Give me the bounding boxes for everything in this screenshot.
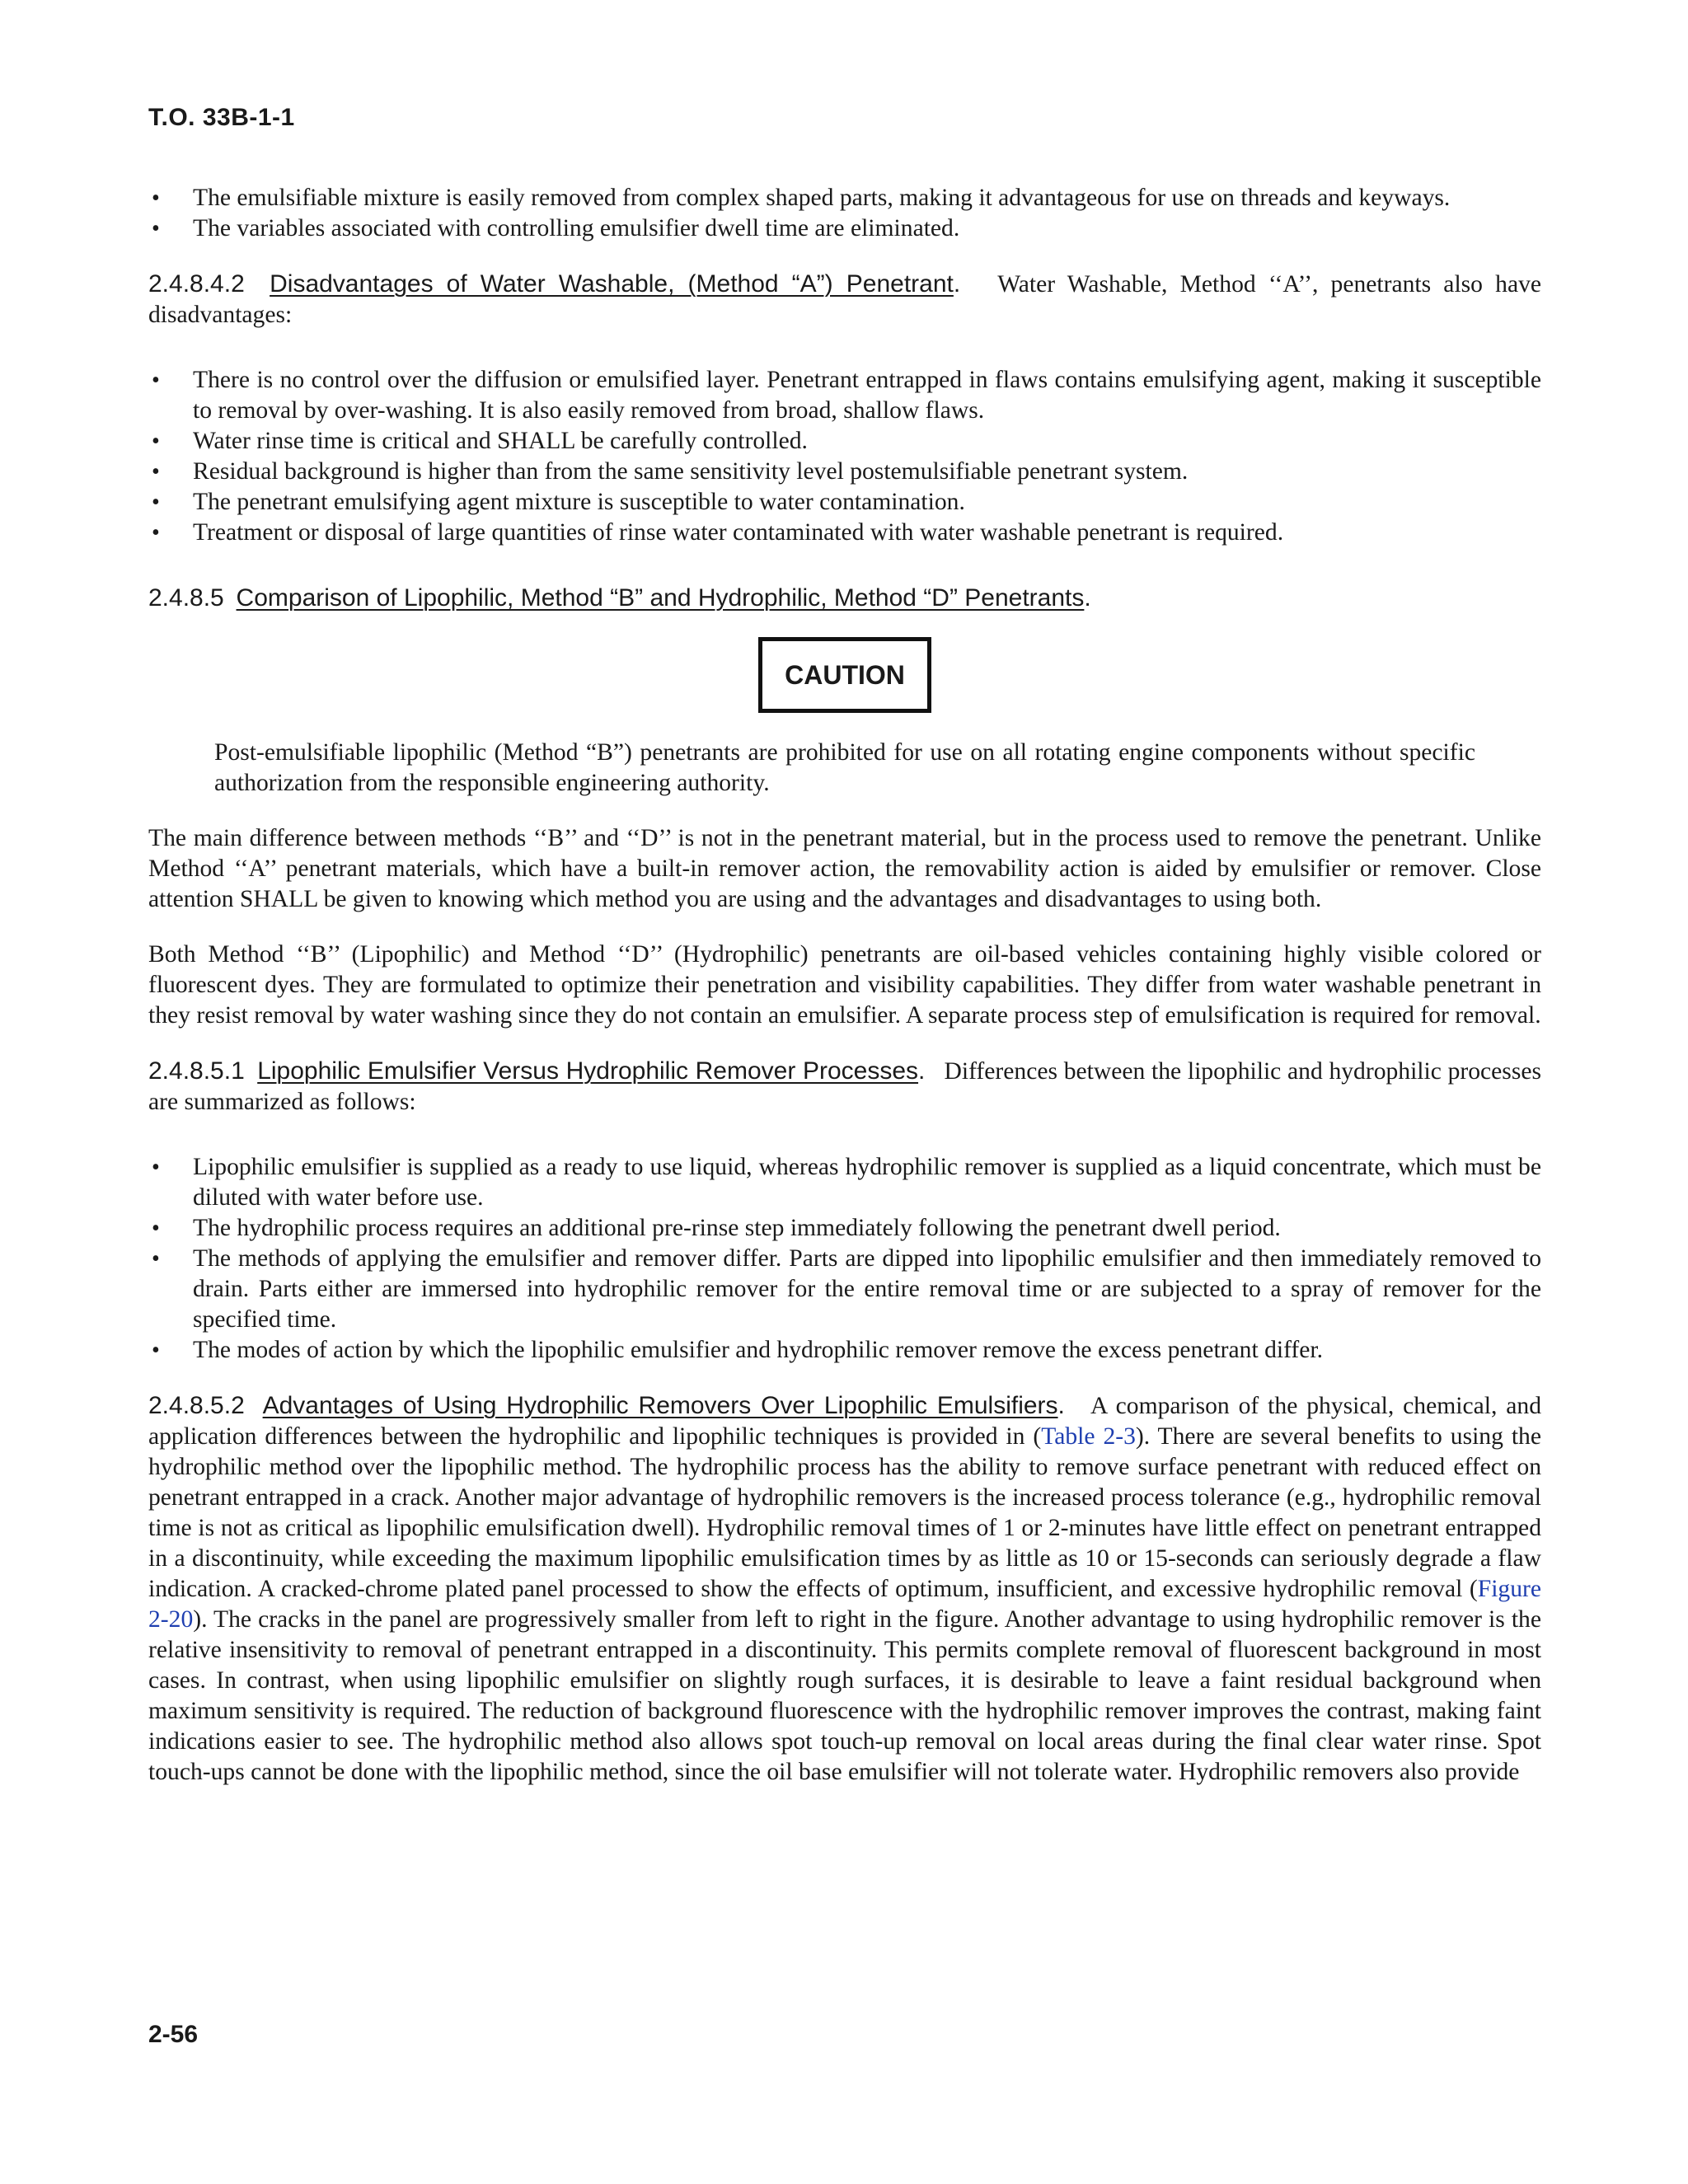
page-content bbox=[148, 183, 1541, 1788]
list-item: • Water rinse time is critical and SHALL be carefully controlled. bbox=[148, 426, 1541, 457]
list-item: • The methods of applying the emulsifier and remover differ. Parts are dipped into lipophilic emulsifier and then immediately removed to drain. Parts either are immersed into hydrophilic remover for the entire removal time or are subjected to a spray of remover for the specified time. bbox=[148, 1244, 1541, 1335]
section-number: 2.4.8.5 bbox=[148, 584, 224, 612]
section-2-4-8-5-2: 2.4.8.5.2 Advantages of Using Hydrophilic Removers Over Lipophilic Emulsifiers. A comparison of the physical, chemical, and application differences between the hydrophilic and lipophilic techniques is provided in (Table 2-3). There are several benefits to using the hydrophilic method over the lipophilic method. The hydrophilic process has the ability to remove surface penetrant with reduced effect on penetrant entrapped in a crack. Another major advantage of hydrophilic removers is the increased process tolerance (e.g., hydrophilic removal time is not as critical as lipophilic emulsification dwell). Hydrophilic removal times of 1 or 2-minutes have little effect on penetrant entrapped in a discontinuity, while exceeding the maximum lipophilic emulsification times by as little as 10 or 15-seconds can seriously degrade a flaw indication. A cracked-chrome plated panel processed to show the effects of optimum, insufficient, and excessive hydrophilic removal (Figure 2-20). The cracks in the panel are progressively smaller from left to right in the figure. Another advantage to using hydrophilic remover is the relative insensitivity to removal of penetrant entrapped in a discontinuity. This permits complete removal of fluorescent background in most cases. In contrast, when using lipophilic emulsifier on slightly rough surfaces, it is desirable to leave a faint residual background when maximum sensitivity is required. The reduction of background fluorescence with the hydrophilic remover improves the contrast, making faint indications easier to see. The hydrophilic method also allows spot touch-up removal on local areas during the final clear water rinse. Spot touch-ups cannot be done with the lipophilic method, since the oil base emulsifier will not tolerate water. Hydrophilic removers also provide bbox=[148, 1392, 1541, 1785]
section-text: ). There are several benefits to using the hydrophilic method over the lipophilic method. The hydrophilic process has the ability to remove surface penetrant with reduced effect on penetrant entrapped in a crack. Another major advantage of hydrophilic removers is the increased process tolerance (e.g., hydrophilic removal time is not as critical as lipophilic emulsification dwell). Hydrophilic removal times of 1 or 2-minutes have little effect on penetrant entrapped in a discontinuity, while exceeding the maximum lipophilic emulsification times by as little as 10 or 15-seconds can seriously degrade a flaw indication. A cracked-chrome plated panel processed to show the effects of optimum, insufficient, and excessive hydrophilic removal ( bbox=[148, 1423, 1541, 1602]
section-text: ). The cracks in the panel are progressively smaller from left to right in the figure. Another advantage to using hydrophilic remover is the relative insensitivity to removal of penetrant entrapped in a discontinuity. This permits complete removal of fluorescent background in most cases. In contrast, when using lipophilic emulsifier on slightly rough surfaces, it is desirable to leave a faint residual background when maximum sensitivity is required. The reduction of background fluorescence with the hydrophilic remover improves the contrast, making faint indications easier to see. The hydrophilic method also allows spot touch-up removal on local areas during the final clear water rinse. Spot touch-ups cannot be done with the lipophilic method, since the oil base emulsifier will not tolerate water. Hydrophilic removers also provide bbox=[148, 1606, 1541, 1785]
section-2-4-8-5-heading: 2.4.8.5 Comparison of Lipophilic, Method “B” and Hydrophilic, Method “D” Penetrants. bbox=[148, 584, 1091, 612]
caution-label: CAUTION bbox=[758, 637, 931, 713]
section-number: 2.4.8.4.2 bbox=[148, 270, 245, 298]
document-id: T.O. 33B-1-1 bbox=[148, 104, 295, 131]
list-item: • The modes of action by which the lipophilic emulsifier and hydrophilic remover remove the excess penetrant differ. bbox=[148, 1335, 1541, 1366]
list-item: • Residual background is higher than from the same sensitivity level postemulsifiable penetrant system. bbox=[148, 457, 1541, 487]
list-item: • There is no control over the diffusion or emulsified layer. Penetrant entrapped in flaws contains emulsifying agent, making it susceptible to removal by over-washing. It is also easily removed from broad, shallow flaws. bbox=[148, 365, 1541, 426]
section-2-4-8-5-1: 2.4.8.5.1 Lipophilic Emulsifier Versus Hydrophilic Remover Processes. Differences between the lipophilic and hydrophilic processes are summarized as follows: bbox=[148, 1057, 1541, 1115]
section-text: A comparison of the physical, chemical, and application differences between the hydrophilic and lipophilic techniques is provided in ( bbox=[148, 1393, 1541, 1450]
intro-bullet-list bbox=[148, 183, 1541, 244]
list-item: • Lipophilic emulsifier is supplied as a ready to use liquid, whereas hydrophilic remover is supplied as a liquid concentrate, which must be diluted with water before use. bbox=[148, 1152, 1541, 1213]
list-item: • Treatment or disposal of large quantities of rinse water contaminated with water washable penetrant is required. bbox=[148, 518, 1541, 548]
caution-container bbox=[148, 637, 1541, 713]
section-title: Comparison of Lipophilic, Method “B” and Hydrophilic, Method “D” Penetrants bbox=[236, 584, 1085, 612]
disadvantages-bullet-list bbox=[148, 365, 1541, 548]
list-item: • The emulsifiable mixture is easily removed from complex shaped parts, making it advantageous for use on threads and keyways. bbox=[148, 183, 1541, 213]
paragraph: The main difference between methods ‘‘B’’ and ‘‘D’’ is not in the penetrant material, but in the process used to remove the penetrant. Unlike Method ‘‘A’’ penetrant materials, which have a built-in remover action, the removability action is aided by emulsifier or remover. Close attention SHALL be given to knowing which method you are using and the advantages and disadvantages to using both. bbox=[148, 825, 1541, 912]
section-title: Advantages of Using Hydrophilic Removers Over Lipophilic Emulsifiers bbox=[262, 1392, 1058, 1419]
list-item: • The hydrophilic process requires an additional pre-rinse step immediately following the penetrant dwell period. bbox=[148, 1213, 1541, 1244]
document-page bbox=[148, 0, 1541, 2184]
table-2-3-link[interactable]: Table 2-3 bbox=[1041, 1423, 1136, 1450]
section-number: 2.4.8.5.1 bbox=[148, 1057, 245, 1085]
caution-text: Post-emulsifiable lipophilic (Method “B”) penetrants are prohibited for use on all rotating engine components without specific authorization from the responsible engineering authority. bbox=[214, 739, 1475, 796]
page-number: 2-56 bbox=[148, 2021, 199, 2048]
figure-2-20-link[interactable]: Figure 2-20 bbox=[148, 1576, 1541, 1633]
paragraph: Both Method ‘‘B’’ (Lipophilic) and Method ‘‘D’’ (Hydrophilic) penetrants are oil-based vehicles containing highly visible colored or fluorescent dyes. They are formulated to optimize their penetration and visibility capabilities. They differ from water washable penetrant in they resist removal by water washing since they do not contain an emulsifier. A separate process step of emulsification is required for removal. bbox=[148, 941, 1541, 1029]
section-number: 2.4.8.5.2 bbox=[148, 1392, 245, 1419]
differences-bullet-list bbox=[148, 1152, 1541, 1366]
section-intro: Water Washable, Method ‘‘A’’, penetrants also have disadvantages: bbox=[148, 271, 1542, 328]
list-item: • The variables associated with controlling emulsifier dwell time are eliminated. bbox=[148, 213, 1541, 244]
list-item: • The penetrant emulsifying agent mixture is susceptible to water contamination. bbox=[148, 487, 1541, 518]
section-title: Disadvantages of Water Washable, (Method “A”) Penetrant bbox=[270, 270, 954, 298]
section-2-4-8-4-2: 2.4.8.4.2 Disadvantages of Water Washable, (Method “A”) Penetrant. Water Washable, Method ‘‘A’’, penetrants also have disadvantages: bbox=[148, 270, 1542, 328]
section-title: Lipophilic Emulsifier Versus Hydrophilic Remover Processes bbox=[257, 1057, 919, 1085]
section-intro: Differences between the lipophilic and hydrophilic processes are summarized as follows: bbox=[148, 1058, 1541, 1115]
